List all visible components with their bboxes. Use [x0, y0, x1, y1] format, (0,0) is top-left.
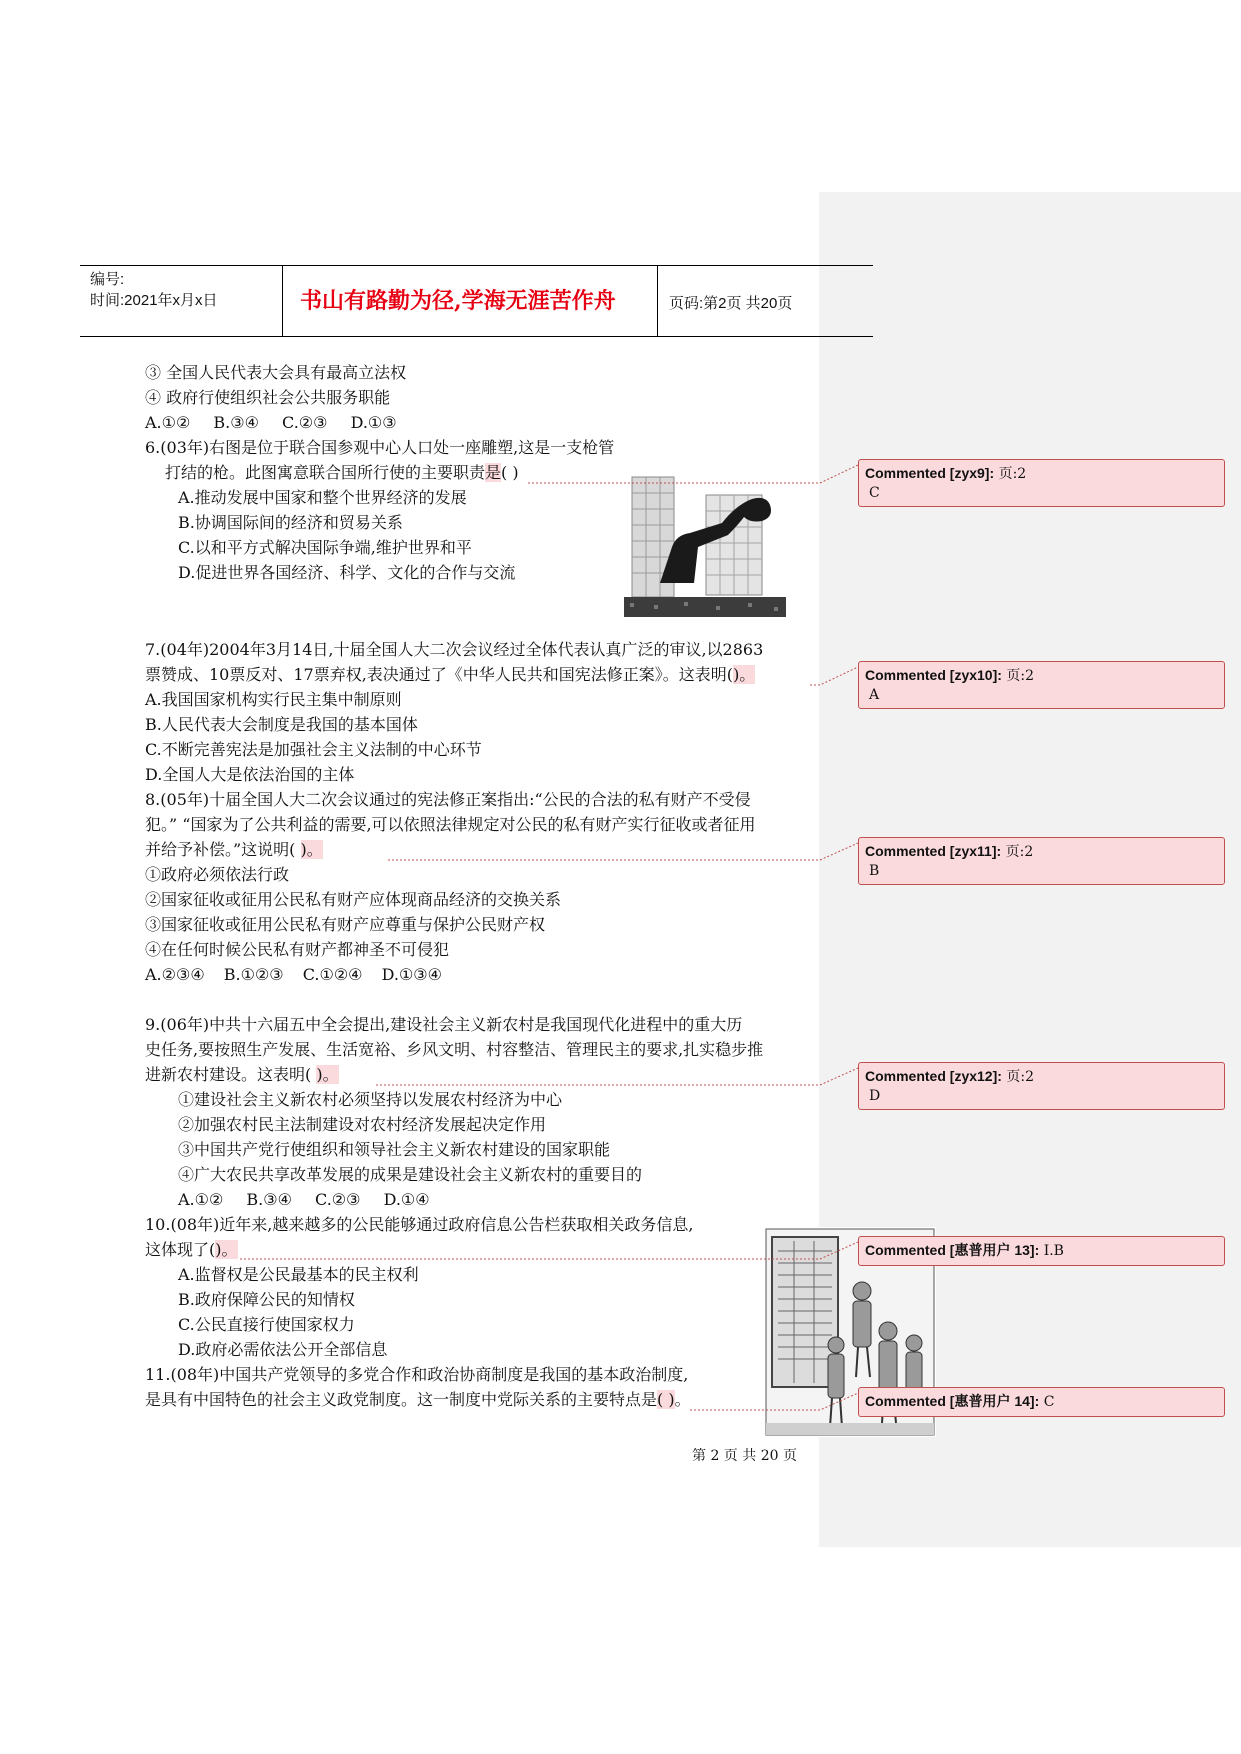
- option-line: ③ 全国人民代表大会具有最高立法权: [145, 363, 407, 382]
- question-8-line2: 犯。” “国家为了公共利益的需要,可以依照法律规定对公民的私有财产实行征收或者征用: [145, 815, 756, 834]
- comment-text: 页:2: [1006, 668, 1034, 684]
- question-10-line2: 这体现了()。: [145, 1240, 238, 1259]
- answer-options: A.①② B.③④ C.②③ D.①④: [178, 1190, 430, 1209]
- comment-box[interactable]: [858, 837, 1225, 885]
- comment-text: I.B: [1043, 1243, 1064, 1259]
- comment-author: Commented [zyx9]:: [865, 465, 995, 481]
- comment-anchor[interactable]: ( ): [657, 1390, 675, 1409]
- comment-text: 页:2: [1005, 844, 1034, 860]
- statement-2: ②加强农村民主法制建设对农村经济发展起决定作用: [178, 1115, 547, 1134]
- option-c: C.不断完善宪法是加强社会主义法制的中心环节: [145, 740, 482, 759]
- question-9: 9.(06年)中共十六届五中全会提出,建设社会主义新农村是我国现代化进程中的重大历: [145, 1015, 743, 1034]
- comment-box[interactable]: [858, 661, 1225, 709]
- header-motto: 书山有路勤为径,学海无涯苦作舟: [300, 288, 616, 314]
- comment-author: Commented [zyx11]:: [865, 843, 1002, 859]
- comment-anchor[interactable]: )。: [215, 1240, 238, 1259]
- option-line: ④ 政府行使组织社会公共服务职能: [145, 388, 391, 407]
- comment-box[interactable]: [858, 1387, 1225, 1417]
- option-b: B.人民代表大会制度是我国的基本国体: [145, 715, 418, 734]
- comment-text: 页:2: [998, 466, 1027, 482]
- question-10: 10.(08年)近年来,越来越多的公民能够通过政府信息公告栏获取相关政务信息,: [145, 1215, 694, 1234]
- comment-text: C: [1043, 1394, 1055, 1410]
- comment-anchor[interactable]: )。: [300, 840, 323, 859]
- option-a: A.推动发展中国家和整个世界经济的发展: [178, 488, 467, 507]
- option-a: A.监督权是公民最基本的民主权利: [178, 1265, 419, 1284]
- comment-text: 页:2: [1006, 1069, 1034, 1085]
- comment-anchor[interactable]: )。: [733, 665, 756, 684]
- question-7-line2: 票赞成、10票反对、17票弃权,表决通过了《中华人民共和国宪法修正案》。这表明()。: [145, 665, 756, 684]
- statement-4: ④在任何时候公民私有财产都神圣不可侵犯: [145, 940, 450, 959]
- page-info: 页码:第2页 共20页: [669, 295, 793, 312]
- answer-options: A.①② B.③④ C.②③ D.①③: [145, 413, 397, 432]
- comment-author: Commented [zyx10]:: [865, 667, 1002, 683]
- question-8-line3: 并给予补偿。”这说明( )。: [145, 840, 323, 859]
- comment-answer: D: [869, 1088, 881, 1104]
- option-d: D.促进世界各国经济、科学、文化的合作与交流: [178, 563, 516, 582]
- question-11: 11.(08年)中国共产党领导的多党合作和政治协商制度是我国的基本政治制度,: [145, 1365, 689, 1384]
- question-9-line3: 进新农村建设。这表明( )。: [145, 1065, 339, 1084]
- statement-2: ②国家征收或征用公民私有财产应体现商品经济的交换关系: [145, 890, 562, 909]
- statement-4: ④广大农民共享改革发展的成果是建设社会主义新农村的重要目的: [178, 1165, 643, 1184]
- question-6: 6.(03年)右图是位于联合国参观中心人口处一座雕塑,这是一支枪管: [145, 438, 615, 457]
- option-a: A.我国国家机构实行民主集中制原则: [145, 690, 402, 709]
- option-d: D.全国人大是依法治国的主体: [145, 765, 355, 784]
- comment-author: Commented [惠普用户 14]:: [865, 1393, 1040, 1409]
- question-8: 8.(05年)十届全国人大二次会议通过的宪法修正案指出:“公民的合法的私有财产不受侵: [145, 790, 751, 809]
- option-b: B.协调国际间的经济和贸易关系: [178, 513, 403, 532]
- comment-answer: B: [869, 863, 880, 879]
- answer-options: A.②③④ B.①②③ C.①②④ D.①③④: [145, 965, 442, 984]
- option-d: D.政府必需依法公开全部信息: [178, 1340, 388, 1359]
- comment-box[interactable]: [858, 1062, 1225, 1110]
- comment-author: Commented [zyx12]:: [865, 1068, 1002, 1084]
- option-c: C.以和平方式解决国际争端,维护世界和平: [178, 538, 472, 557]
- comment-answer: A: [869, 687, 880, 703]
- statement-1: ①政府必须依法行政: [145, 865, 290, 884]
- option-b: B.政府保障公民的知情权: [178, 1290, 355, 1309]
- question-11-line2: 是具有中国特色的社会主义政党制度。这一制度中党际关系的主要特点是( )。: [145, 1390, 691, 1409]
- time-label: 时间:2021年x月x日: [90, 292, 218, 309]
- statement-3: ③国家征收或征用公民私有财产应尊重与保护公民财产权: [145, 915, 546, 934]
- question-7: 7.(04年)2004年3月14日,十届全国人大二次会议经过全体代表认真广泛的审议,以2863: [145, 640, 764, 659]
- comment-answer: C: [869, 485, 880, 501]
- comment-anchor[interactable]: )。: [316, 1065, 339, 1084]
- comment-box[interactable]: [858, 459, 1225, 507]
- comment-box[interactable]: [858, 1236, 1225, 1266]
- statement-1: ①建设社会主义新农村必须坚持以发展农村经济为中心: [178, 1090, 563, 1109]
- question-6-line2: 打结的枪。此图寓意联合国所行使的主要职责是( ): [165, 463, 519, 482]
- statement-3: ③中国共产党行使组织和领导社会主义新农村建设的国家职能: [178, 1140, 611, 1159]
- comment-anchor[interactable]: 是: [485, 463, 502, 482]
- question-9-line2: 史任务,要按照生产发展、生活宽裕、乡风文明、村容整洁、管理民主的要求,扎实稳步推: [145, 1040, 764, 1059]
- serial-label: 编号:: [90, 271, 125, 288]
- comment-author: Commented [惠普用户 13]:: [865, 1242, 1040, 1258]
- page-footer: 第 2 页 共 20 页: [692, 1448, 797, 1464]
- option-c: C.公民直接行使国家权力: [178, 1315, 355, 1334]
